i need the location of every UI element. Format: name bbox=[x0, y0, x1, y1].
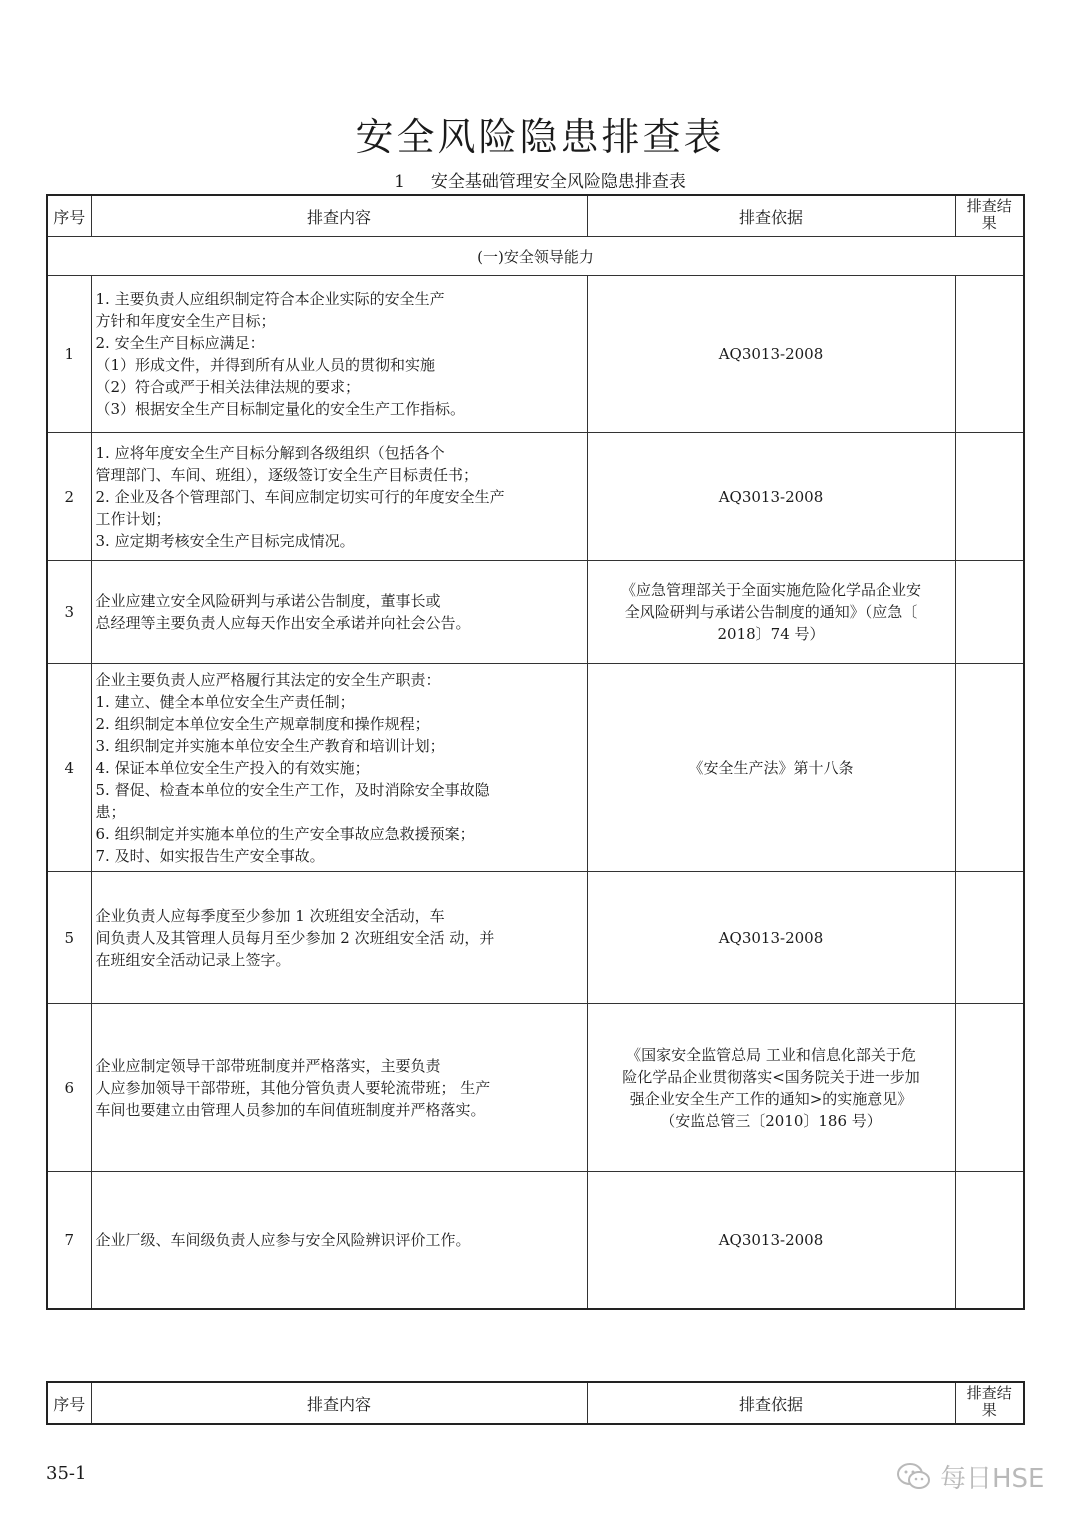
row-seq: 3 bbox=[47, 561, 91, 664]
col-header-seq: 序号 bbox=[47, 195, 91, 237]
row-result-cell[interactable] bbox=[955, 433, 1024, 561]
row-basis bbox=[587, 1172, 955, 1309]
row-result-cell[interactable] bbox=[955, 1172, 1024, 1309]
row-basis bbox=[587, 276, 955, 433]
row-result-cell[interactable] bbox=[955, 561, 1024, 664]
wechat-icon bbox=[896, 1462, 932, 1492]
risk-check-table bbox=[46, 194, 1025, 1310]
col-header-content: 排查内容 bbox=[91, 1382, 587, 1424]
content-line: 2. 组织制定本单位安全生产规章制度和操作规程； bbox=[95, 714, 430, 733]
col-header-basis: 排查依据 bbox=[587, 195, 955, 237]
watermark-text: 每日HSE bbox=[940, 1464, 1045, 1494]
basis-line: 险化学品企业贯彻落实<国务院关于进一步加 bbox=[622, 1067, 920, 1086]
content-line: 3. 应定期考核安全生产目标完成情况。 bbox=[95, 531, 355, 550]
col-header-basis: 排查依据 bbox=[587, 1382, 955, 1424]
content-line: 1. 主要负责人应组织制定符合本企业实际的安全生产 bbox=[95, 290, 445, 308]
row-basis bbox=[587, 872, 955, 1004]
content-line: 管理部门、车间、班组），逐级签订安全生产目标责任书； bbox=[95, 465, 479, 484]
basis-line: （安监总管三〔2010〕186 号） bbox=[660, 1111, 882, 1130]
row-content bbox=[91, 561, 587, 664]
row-result-cell[interactable] bbox=[955, 1004, 1024, 1172]
content-line: 工作计划； bbox=[95, 509, 171, 528]
basis-line: AQ3013-2008 bbox=[718, 345, 824, 363]
page-number: 35-1 bbox=[46, 1463, 87, 1484]
col-header-content: 排查内容 bbox=[91, 195, 587, 237]
content-line: 3. 组织制定并实施本单位安全生产教育和培训计划； bbox=[95, 736, 445, 755]
content-line: 1. 建立、健全本单位安全生产责任制； bbox=[95, 692, 355, 711]
content-line: 5. 督促、检查本单位的安全生产工作，及时消除安全事故隐 bbox=[95, 780, 490, 799]
col-header-result bbox=[955, 195, 1024, 237]
row-content bbox=[91, 664, 587, 872]
row-result-cell[interactable] bbox=[955, 276, 1024, 433]
content-line: 2. 安全生产目标应满足： bbox=[95, 334, 265, 352]
row-seq: 6 bbox=[47, 1004, 91, 1172]
basis-line: 《安全生产法》第十八条 bbox=[688, 758, 854, 777]
subtitle-number: 1 bbox=[394, 172, 405, 192]
content-line: （3）根据安全生产目标制定量化的安全生产工作指标。 bbox=[95, 400, 466, 418]
section-title: (一)安全领导能力 bbox=[47, 237, 1024, 276]
table-row bbox=[47, 433, 1024, 561]
col-header-result bbox=[955, 1382, 1024, 1424]
content-line: 间负责人及其管理人员每月至少参加 2 次班组安全活 动，并 bbox=[95, 928, 495, 947]
basis-line: 2018〕74 号） bbox=[717, 625, 825, 643]
basis-line: AQ3013-2008 bbox=[718, 928, 824, 947]
basis-line: 《国家安全监管总局 工业和信息化部关于危 bbox=[626, 1045, 916, 1064]
row-seq: 2 bbox=[47, 433, 91, 561]
content-line: 人应参加领导干部带班，其他分管负责人要轮流带班； 生产 bbox=[95, 1078, 491, 1097]
content-line: （2）符合或严于相关法律法规的要求； bbox=[95, 378, 361, 396]
row-seq: 4 bbox=[47, 664, 91, 872]
content-line: 方针和年度安全生产目标； bbox=[95, 312, 276, 330]
page-title: 安全风险隐患排查表 bbox=[355, 115, 725, 159]
table-row bbox=[47, 664, 1024, 872]
row-content bbox=[91, 1172, 587, 1309]
col-header-result-line1: 排查结 bbox=[966, 1384, 1012, 1402]
row-content bbox=[91, 433, 587, 561]
content-line: 总经理等主要负责人应每天作出安全承诺并向社会公告。 bbox=[95, 614, 471, 632]
row-seq: 1 bbox=[47, 276, 91, 433]
basis-line: 全风险研判与承诺公告制度的通知》（应急〔 bbox=[624, 603, 918, 621]
content-line: 7. 及时、如实报告生产安全事故。 bbox=[95, 846, 325, 865]
basis-line: 《应急管理部关于全面实施危险化学品企业安 bbox=[620, 581, 921, 599]
content-line: 2. 企业及各个管理部门、车间应制定切实可行的年度安全生产 bbox=[95, 487, 505, 506]
content-line: 6. 组织制定并实施本单位的生产安全事故应急救援预案； bbox=[95, 824, 475, 843]
continued-table-header bbox=[46, 1381, 1025, 1425]
table-body bbox=[47, 276, 1024, 1309]
content-line: 企业负责人应每季度至少参加 1 次班组安全活动，车 bbox=[95, 906, 445, 925]
table-subtitle bbox=[0, 167, 1080, 192]
row-content bbox=[91, 872, 587, 1004]
content-line: 企业厂级、车间级负责人应参与安全风险辨识评价工作。 bbox=[95, 1230, 471, 1249]
row-content bbox=[91, 276, 587, 433]
content-line: （1）形成文件，并得到所有从业人员的贯彻和实施 bbox=[95, 356, 436, 374]
basis-line: AQ3013-2008 bbox=[718, 487, 824, 506]
basis-line: 强企业安全生产工作的通知>的实施意见》 bbox=[629, 1089, 913, 1108]
watermark bbox=[896, 1458, 1044, 1495]
content-line: 企业主要负责人应严格履行其法定的安全生产职责： bbox=[95, 670, 441, 689]
row-basis bbox=[587, 1004, 955, 1172]
basis-line: AQ3013-2008 bbox=[718, 1230, 824, 1249]
content-line: 在班组安全活动记录上签字。 bbox=[95, 950, 291, 969]
col-header-result-line2: 果 bbox=[981, 1401, 997, 1419]
col-header-result-line1: 排查结 bbox=[966, 197, 1012, 215]
table-row bbox=[47, 561, 1024, 664]
table-header-row-2 bbox=[47, 1382, 1024, 1424]
row-content bbox=[91, 1004, 587, 1172]
row-basis bbox=[587, 561, 955, 664]
section-row bbox=[47, 237, 1024, 276]
col-header-result-line2: 果 bbox=[981, 214, 997, 232]
table-row bbox=[47, 276, 1024, 433]
row-basis bbox=[587, 433, 955, 561]
row-result-cell[interactable] bbox=[955, 872, 1024, 1004]
row-seq: 5 bbox=[47, 872, 91, 1004]
table-header-row bbox=[47, 195, 1024, 237]
table-row bbox=[47, 1172, 1024, 1309]
table-row bbox=[47, 1004, 1024, 1172]
content-line: 车间也要建立由管理人员参加的车间值班制度并严格落实。 bbox=[95, 1100, 486, 1119]
row-seq: 7 bbox=[47, 1172, 91, 1309]
table-row bbox=[47, 872, 1024, 1004]
row-basis bbox=[587, 664, 955, 872]
content-line: 4. 保证本单位安全生产投入的有效实施； bbox=[95, 758, 370, 777]
content-line: 企业应制定领导干部带班制度并严格落实，主要负责 bbox=[95, 1056, 441, 1075]
content-line: 1. 应将年度安全生产目标分解到各级组织（包括各个 bbox=[95, 443, 445, 462]
col-header-seq: 序号 bbox=[47, 1382, 91, 1424]
content-line: 患； bbox=[95, 802, 126, 821]
subtitle-text: 安全基础管理安全风险隐患排查表 bbox=[430, 172, 686, 192]
row-result-cell[interactable] bbox=[955, 664, 1024, 872]
content-line: 企业应建立安全风险研判与承诺公告制度，董事长或 bbox=[95, 592, 441, 610]
